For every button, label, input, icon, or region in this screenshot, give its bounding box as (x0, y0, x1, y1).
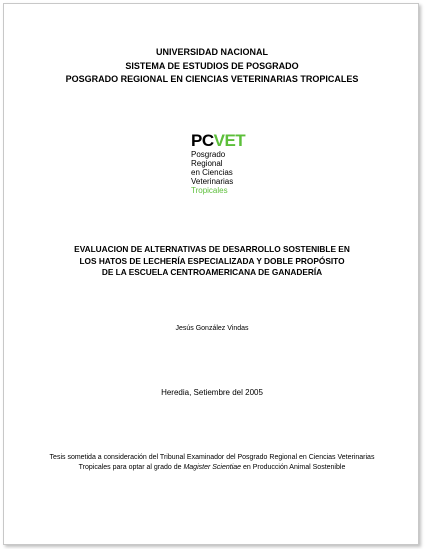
author-name: Jesús González Vindas (175, 325, 249, 332)
logo-mark-pc: PC (191, 131, 214, 150)
degree-name: Magister Scientiae (183, 463, 242, 471)
logo-text (191, 150, 261, 195)
logo-text-line: Regional (191, 159, 223, 168)
place-date: Heredia, Setiembre del 2005 (161, 388, 263, 397)
logo-text-line: en Ciencias (191, 168, 233, 177)
system-name: SISTEMA DE ESTUDIOS DE POSGRADO (125, 60, 299, 71)
submission-note (44, 453, 380, 472)
document-page (3, 3, 419, 545)
submission-note-text: Tesis sometida a consideración del Tribunal Examinador del Posgrado Regional en Ciencias Veterinarias Tropicales para optar al grado de (49, 454, 375, 471)
thesis-title-line: EVALUACION DE ALTERNATIVAS DE DESARROLLO SOSTENIBLE EN (74, 244, 350, 254)
thesis-title (4, 244, 420, 279)
pcvet-logo (191, 132, 261, 202)
institution-header (4, 46, 420, 87)
program-name: POSGRADO REGIONAL EN CIENCIAS VETERINARIAS TROPICALES (65, 74, 359, 84)
logo-text-line: Tropicales (191, 186, 228, 195)
thesis-title-line: LOS HATOS DE LECHERÍA ESPECIALIZADA Y DOBLE PROPÓSITO (79, 255, 345, 266)
logo-text-line: Veterinarias (191, 177, 234, 186)
university-name: UNIVERSIDAD NACIONAL (155, 47, 268, 57)
logo-text-line: Posgrado (191, 150, 226, 159)
thesis-title-line: DE LA ESCUELA CENTROAMERICANA DE GANADERÍA (101, 267, 323, 277)
submission-note-text: en Producción Animal Sostenible (241, 463, 346, 471)
logo-mark (191, 132, 261, 149)
logo-mark-vet: VET (213, 131, 246, 150)
